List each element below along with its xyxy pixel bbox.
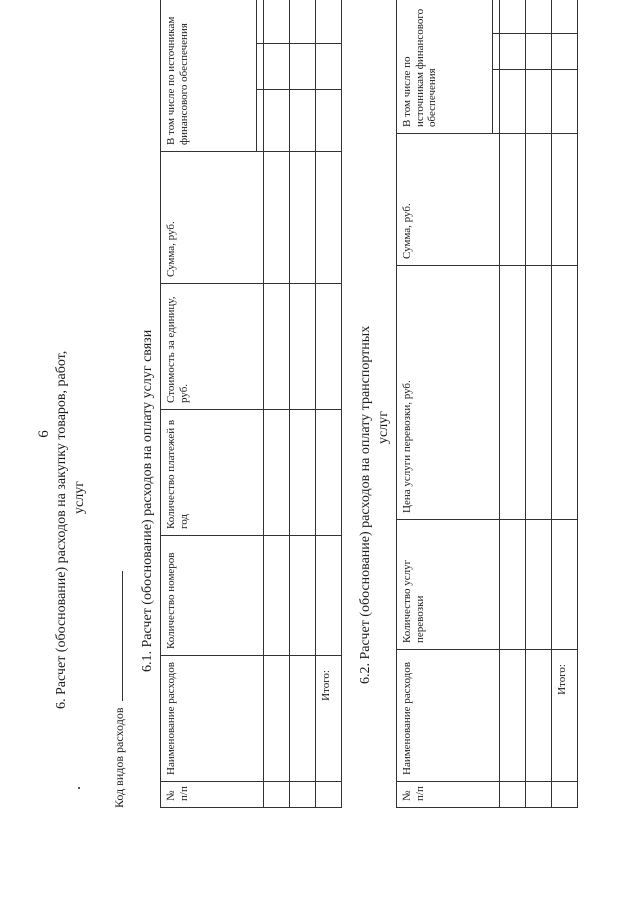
table-cell: [552, 520, 578, 650]
table-cell: [290, 284, 316, 410]
table-cell: [552, 34, 578, 70]
table-cell: [526, 782, 552, 808]
col-header-services-count: Количество услуг перевозки: [397, 520, 500, 650]
source-subcol-1: [493, 70, 500, 134]
expense-code-label: Код видов расходов: [112, 707, 126, 808]
col-header-payments-count: Количество платежей в год: [161, 410, 264, 536]
table-6-2-title-line2: услуг: [376, 411, 391, 444]
section-heading-line1: 6. Расчет (обоснование) расходов на закупку товаров, работ,: [54, 350, 69, 709]
table-cell: [500, 134, 526, 266]
col-header-numbers-count: Количество номеров: [161, 536, 264, 656]
table-cell: [316, 0, 342, 44]
table-cell: [290, 782, 316, 808]
table-cell: [316, 44, 342, 90]
scan-dot: [78, 787, 80, 789]
table-cell: [526, 134, 552, 266]
table-cell: [290, 656, 316, 782]
table-cell: [290, 44, 316, 90]
col-header-name: Наименование расходов: [397, 650, 500, 782]
table-cell: [264, 0, 290, 44]
table-cell: [264, 90, 290, 152]
col-header-num: № п/п: [397, 782, 500, 808]
table-cell: [526, 266, 552, 520]
col-header-name: Наименование расходов: [161, 656, 264, 782]
expense-code-field: [112, 572, 127, 809]
table-cell: [290, 410, 316, 536]
col-header-num: № п/п: [161, 782, 264, 808]
table-cell: [290, 90, 316, 152]
table-6-2-title-line1: 6.2. Расчет (обоснование) расходов на оплату транспортных: [358, 325, 373, 684]
table-cell: [316, 410, 342, 536]
table-cell: [264, 536, 290, 656]
table-cell: [264, 152, 290, 284]
table-cell: [500, 650, 526, 782]
table-cell: [500, 520, 526, 650]
table-cell: [264, 656, 290, 782]
col-header-price: Цена услуги перевозки, руб.: [397, 266, 500, 520]
table-cell: [526, 650, 552, 782]
table-cell: [264, 782, 290, 808]
table-cell: [264, 410, 290, 536]
table-cell: [500, 0, 526, 34]
section-heading-line2: услуг: [72, 481, 87, 514]
total-label: Итого:: [316, 656, 342, 782]
page-number: 6: [36, 430, 52, 438]
col-header-unit-cost: Стоимость за единицу, руб.: [161, 284, 264, 410]
table-cell: [290, 152, 316, 284]
table-cell: [500, 70, 526, 134]
table-cell: [316, 152, 342, 284]
table-cell: [552, 134, 578, 266]
table-cell: [316, 90, 342, 152]
table-cell: [526, 520, 552, 650]
table-cell: [552, 782, 578, 808]
expense-code-blank: [112, 572, 123, 702]
table-cell: [500, 266, 526, 520]
table-6-1-title: 6.1. Расчет (обоснование) расходов на оплату услуг связи: [140, 329, 155, 672]
table-cell: [316, 536, 342, 656]
source-subcol-1: [257, 90, 264, 152]
col-header-sum: Сумма, руб.: [397, 134, 500, 266]
table-cell: [500, 34, 526, 70]
table-cell: [552, 0, 578, 34]
col-header-funding-sources: В том числе по источникам финансового обеспечения: [397, 0, 493, 134]
table-cell: [552, 70, 578, 134]
col-header-funding-sources: В том числе по источникам финансового обеспечения: [161, 0, 257, 152]
source-subcol-3: [257, 0, 264, 44]
table-cell: [264, 284, 290, 410]
transport-costs-table: [396, 0, 578, 808]
table-cell: [500, 782, 526, 808]
communication-costs-table: [160, 0, 342, 808]
table-cell: [316, 284, 342, 410]
table-cell: [290, 0, 316, 44]
table-cell: [316, 782, 342, 808]
col-header-sum: Сумма, руб.: [161, 152, 264, 284]
source-subcol-2: [493, 34, 500, 70]
source-subcol-2: [257, 44, 264, 90]
table-cell: [552, 266, 578, 520]
source-subcol-3: [493, 0, 500, 34]
table-cell: [526, 0, 552, 34]
table-cell: [264, 44, 290, 90]
table-cell: [526, 70, 552, 134]
total-label: Итого:: [552, 650, 578, 782]
table-cell: [526, 34, 552, 70]
table-cell: [290, 536, 316, 656]
